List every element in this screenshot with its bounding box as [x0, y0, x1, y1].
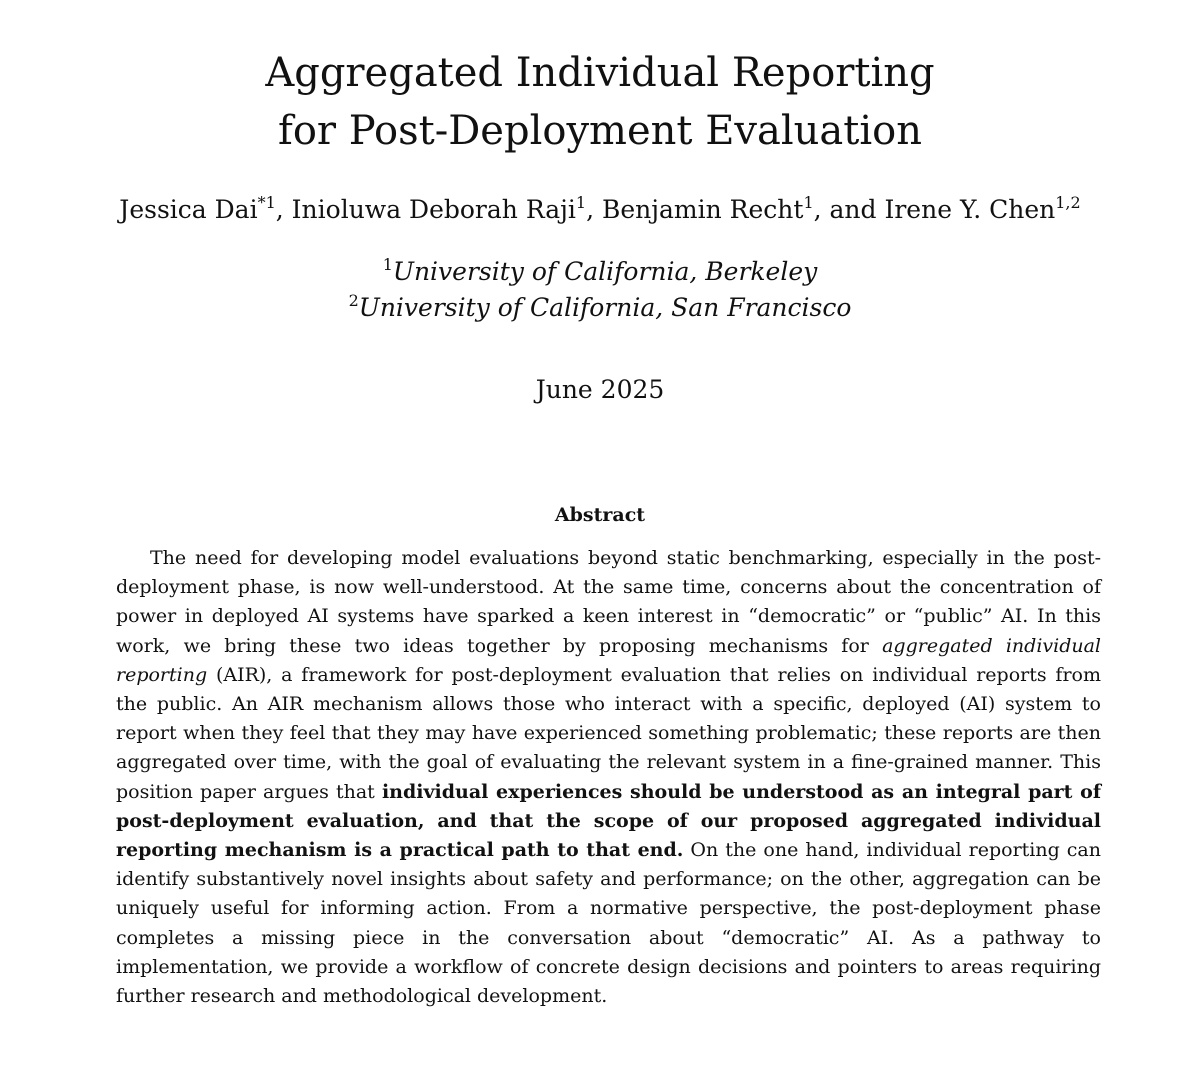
author-name: Irene Y. Chen [884, 195, 1056, 224]
abstract-text: On the one hand, individual reporting can identify substantively novel insights about safety and performance; on the other, aggregation can be uniquely useful for informing action. From a normative perspective, the post-deployment phase completes a missing piece in the conversation about “democratic” AI. As a pathway to implementation, we provide a workflow of concrete design decisions and pointers to areas requiring further research and methodological development. [116, 839, 1102, 1008]
abstract-heading: Abstract [554, 504, 646, 526]
author-separator: , [275, 195, 292, 224]
author-list [0, 192, 1200, 228]
author-affiliation-mark: 1 [803, 193, 814, 212]
affiliation [0, 290, 1200, 326]
author [884, 195, 1080, 224]
author-name: Benjamin Recht [601, 195, 804, 224]
affiliation-name: University of California, San Francisco [358, 293, 852, 322]
abstract-body [116, 544, 1101, 1011]
affiliation [0, 254, 1200, 290]
author-affiliation-mark: *1 [257, 193, 276, 212]
author [602, 195, 814, 224]
author [119, 195, 275, 224]
author-affiliation-mark: 1 [575, 193, 587, 212]
affiliation-mark: 1 [382, 255, 393, 274]
abstract-emphasis: aggregated individual reporting [116, 634, 1102, 686]
affiliation-name: University of California, Berkeley [392, 257, 818, 286]
abstract-text: The need for developing model evaluations beyond static benchmarking, especially in the post-deployment phase, is now well-understood. At the same time, concerns about the concentration of power in deployed AI systems have sparked a keen interest in “democratic” or “public” AI. In this work, we bring these two ideas together by proposing mechanisms for [116, 547, 1101, 657]
title-line-2: for Post-Deployment Evaluation [278, 108, 922, 154]
publication-date: June 2025 [535, 375, 665, 404]
author-name: Jessica Dai [119, 195, 258, 224]
abstract-claim: individual experiences should be understood as an integral part of post-deployment evaluation, and that the scope of our proposed aggregated individual reporting mechanism is a practical path to that end. [116, 780, 1101, 862]
title-line-1: Aggregated Individual Reporting [265, 50, 935, 96]
author-name: Inioluwa Deborah Raji [291, 195, 576, 224]
abstract-text: (AIR), a framework for post-deployment evaluation that relies on individual reports from the public. An AIR mechanism allows those who interact with a specific, deployed (AI) system to report when they feel that they may have experienced something problematic; these reports are then aggregated over time, with the goal of evaluating the relevant system in a fine-grained manner. This position paper argues that [116, 663, 1101, 803]
author [292, 195, 586, 224]
affiliation-list [0, 254, 1200, 326]
author-separator: , and [813, 195, 885, 224]
affiliation-mark: 2 [348, 291, 359, 310]
author-separator: , [586, 195, 602, 224]
paper-title [0, 44, 1200, 160]
author-affiliation-mark: 1,2 [1055, 193, 1081, 212]
